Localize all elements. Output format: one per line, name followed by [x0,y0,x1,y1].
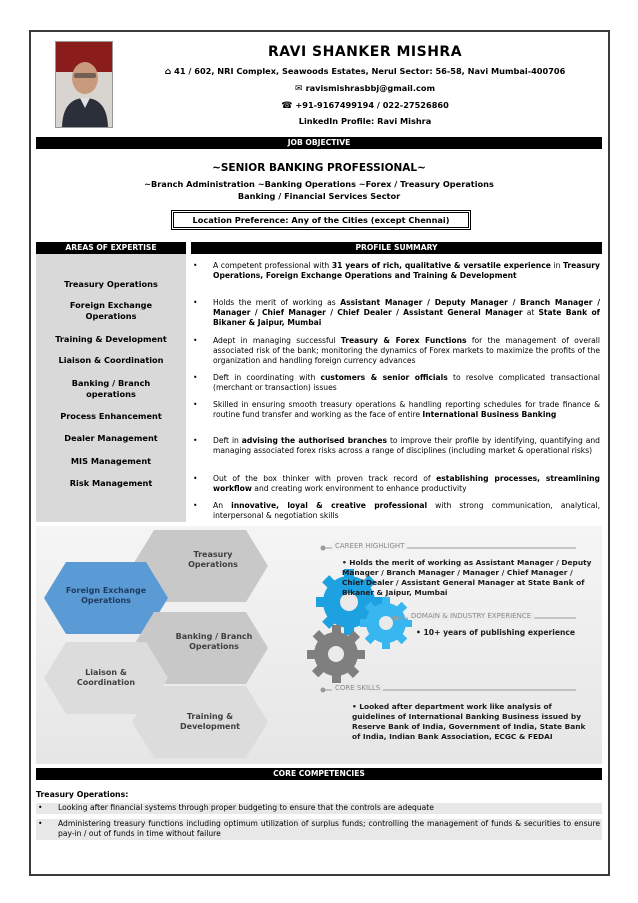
email-line [120,83,610,94]
core-competencies-heading: CORE COMPETENCIES [36,768,602,780]
profile-heading: PROFILE SUMMARY [191,242,602,254]
career-infographic [36,526,602,764]
phone-icon: ☎ [281,101,293,111]
objective-subtitle-2: Banking / Financial Services Sector [237,191,401,201]
career-highlight-label: CAREER HIGHLIGHT [332,542,407,550]
expertise-item: Risk Management [69,478,153,488]
hex-label: Banking / Branch Operations [175,632,253,651]
job-objective-heading: JOB OBJECTIVE [36,137,602,149]
address-line [120,66,610,77]
career-highlight-text: • Holds the merit of working as Assistant Manager / Deputy Manager / Branch Manager / Manager / Chief Manager / Chief Dealer / Assistant General Manager at State Bank of Bikaner & Jaipur, Mumbai [342,558,592,597]
expertise-panel [36,254,186,522]
gear-icon [307,625,365,683]
phone-text: +91-9167499194 / 022-27526860 [295,100,449,110]
location-preference: Location Preference: Any of the Cities (except Chennai) [173,212,469,228]
hex-label: Liaison & Coordination [76,668,136,687]
address-text: 41 / 602, NRI Complex, Seawoods Estates, Nerul Sector: 56-58, Navi Mumbai-400706 [174,66,566,76]
email-text[interactable]: ravismishrasbbj@gmail.com [305,83,435,93]
hex-label: Treasury Operations [188,550,238,569]
expertise-item: Foreign Exchange Operations [69,300,153,321]
list-item: • Administering treasury functions including optimum utilization of surplus funds; controlling the management of funds & securities to ensure pay-in / out of funds in time without failure [38,819,600,838]
objective-title: ~SENIOR BANKING PROFESSIONAL~ [212,162,426,174]
expertise-item: Banking / Branch operations [71,378,151,399]
profile-summary: • A competent professional with 31 years of rich, qualitative & versatile experience in Treasury Operations, Foreign Exchange Operations and Training & Development • Holds the merit of working as Assistant Manager / Deputy Manager / Branch Manager / Manager / Chief Manager / Chief Dealer / Assistant General Manager at State Bank of Bikaner & Jaipur, Mumbai • Adept in managing successful Treasury & Forex Functions for the management of overall associated risk of the bank; monitoring the dynamics of Forex markets to maximize the profits of the organization and handling foreign currency advances • Deft in coordinating with customers & senior officials to resolve complicated transactional (merchant or transaction) issues • Skilled in ensuring smooth treasury operations & handling reporting schedules for trade finance & routine fund transfer and working as the face of entire International Business Banking • Deft in advising the authorised branches to improve their profile by identifying, quantifying and managing associated forex risks across a range of disciplines (including market & operational risks) • Out of the box thinker with proven track record of establishing processes, streamlining workflow and creating work environment to enhance productivity • An innovative, loyal & creative professional with strong communication, analytical, interpersonal & negotiation skills [193,261,600,520]
treasury-operations-label: Treasury Operations: [36,790,129,799]
objective-subtitle-1: ~Branch Administration ~Banking Operations ~Forex / Treasury Operations [144,179,494,189]
core-skills-text: • Looked after department work like analysis of guidelines of International Banking Business issued by Reserve Bank of India, Government of India, State Bank of India, Indian Bank Association, ECGC & FEDAI [352,702,586,741]
candidate-name: RAVI SHANKER MISHRA [267,44,463,60]
home-icon: ⌂ [164,67,172,77]
expertise-heading: AREAS OF EXPERTISE [36,242,186,254]
core-skills-label: CORE SKILLS [332,684,383,692]
linkedin-line[interactable]: LinkedIn Profile: Ravi Mishra [298,116,432,126]
expertise-item: Process Enhancement [60,411,162,421]
domain-text: • 10+ years of publishing experience [416,628,576,637]
list-item: • Looking after financial systems through proper budgeting to ensure that the controls are adequate [36,803,602,814]
expertise-item: MIS Management [70,456,152,466]
expertise-item: Treasury Operations [64,279,158,289]
gear-icon [360,597,412,649]
hex-label: Training & Development [180,712,240,731]
mail-icon: ✉ [295,84,303,94]
expertise-item: Training & Development [55,334,167,344]
expertise-item: Liaison & Coordination [58,355,164,365]
phone-line [120,100,610,111]
hex-label: Foreign Exchange Operations [65,586,147,605]
domain-label: DOMAIN & INDUSTRY EXPERIENCE [408,612,534,620]
profile-photo [55,41,113,128]
expertise-item: Dealer Management [64,433,158,443]
